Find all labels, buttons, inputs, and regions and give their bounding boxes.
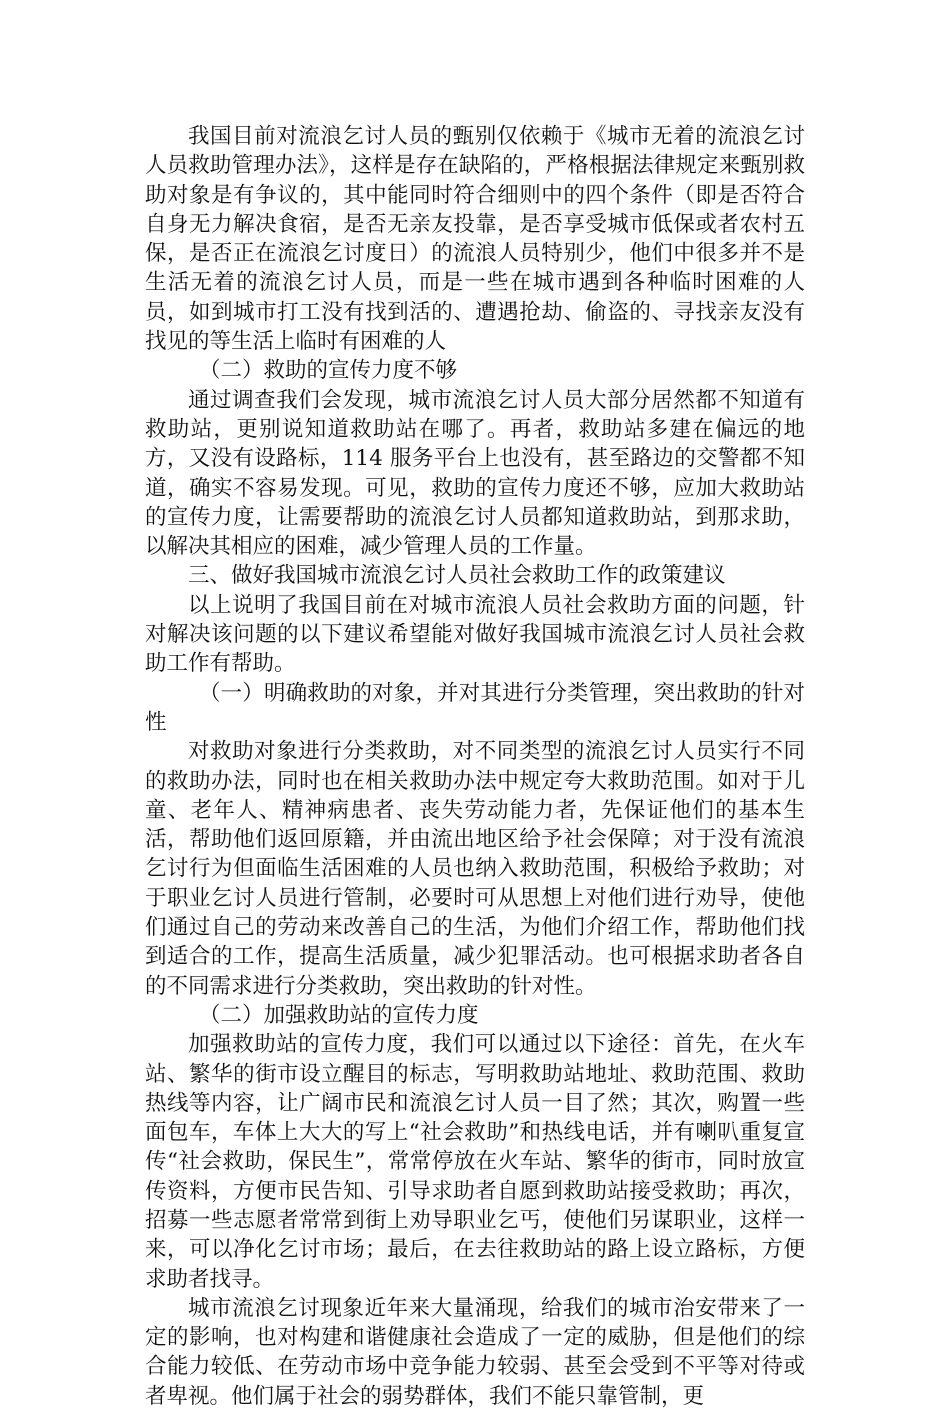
paragraph: 通过调查我们会发现，城市流浪乞讨人员大部分居然都不知道有救助站，更别说知道救助站在哪了。再者，救助站多建在偏远的地方，又没有设路标，114 服务平台上也没有，甚至路边的交警都不知道，确实不容易发现。可见，救助的宣传力度还不够，应加大救助站的宣传力度，让需要帮助的流浪乞讨人员都知道救助站，到那求助，以解决其相应的困难，减少管理人员的工作量。 (145, 387, 805, 560)
section-heading: （二）加强救助站的宣传力度 (199, 1002, 479, 1028)
paragraph: 以上说明了我国目前在对城市流浪人员社会救助方面的问题，针对解决该问题的以下建议希望能对做好我国城市流浪乞讨人员社会救助工作有帮助。 (145, 592, 805, 677)
paragraph: 城市流浪乞讨现象近年来大量涌现，给我们的城市治安带来了一定的影响，也对构建和谐健康社会造成了一定的威胁，但是他们的综合能力较低、在劳动市场中竞争能力较弱、甚至会受到不平等对待或者卑视。他们属于社会的弱势群体，我们不能只靠管制，更 (145, 1295, 805, 1409)
paragraph: 对救助对象进行分类救助，对不同类型的流浪乞讨人员实行不同的救助办法，同时也在相关救助办法中规定夸大救助范围。如对于儿童、老年人、精神病患者、丧失劳动能力者，先保证他们的基本生活，帮助他们返回原籍，并由流出地区给予社会保障；对于没有流浪乞讨行为但面临生活困难的人员也纳入救助范围，积极给予救助；对于职业乞讨人员进行管制，必要时可从思想上对他们进行劝导，使他们通过自己的劳动来改善自己的生活，为他们介绍工作，帮助他们找到适合的工作，提高生活质量，减少犯罪活动。也可根据求助者各自的不同需求进行分类救助，突出救助的针对性。 (145, 739, 805, 999)
section-heading: （二）救助的宣传力度不够 (199, 358, 458, 384)
paragraph: 我国目前对流浪乞讨人员的甄别仅依赖于《城市无着的流浪乞讨人员救助管理办法》，这样是存在缺陷的，严格根据法律规定来甄别救助对象是有争议的，其中能同时符合细则中的四个条件（即是否符合自身无力解决食宿，是否无亲友投靠，是否享受城市低保或者农村五保，是否正在流浪乞讨度日）的流浪人员特别少，他们中很多并不是生活无着的流浪乞讨人员，而是一些在城市遇到各种临时困难的人员，如到城市打工没有找到活的、遭遇抢劫、偷盗的、寻找亲友没有找见的等生活上临时有困难的人 (145, 124, 805, 355)
paragraph: 加强救助站的宣传力度，我们可以通过以下途径：首先，在火车站、繁华的街市设立醒目的标志，写明救助站地址、救助范围、救助热线等内容，让广阔市民和流浪乞讨人员一目了然；其次，购置一些面包车，车体上大大的写上“社会救助”和热线电话，并有喇叭重复宣传“社会救助，保民生”，常常停放在火车站、繁华的街市，同时放宣传资料，方便市民告知、引导求助者自愿到救助站接受救助；再次，招募一些志愿者常常到街上劝导职业乞丐，使他们另谋职业，这样一来，可以净化乞讨市场；最后，在去往救助站的路上设立路标，方便求助者找寻。 (145, 1032, 805, 1292)
section-heading: （一）明确救助的对象，并对其进行分类管理，突出救助的针对性 (145, 680, 805, 735)
section-heading: 三、做好我国城市流浪乞讨人员社会救助工作的政策建议 (188, 563, 726, 589)
document-body (145, 122, 805, 1411)
